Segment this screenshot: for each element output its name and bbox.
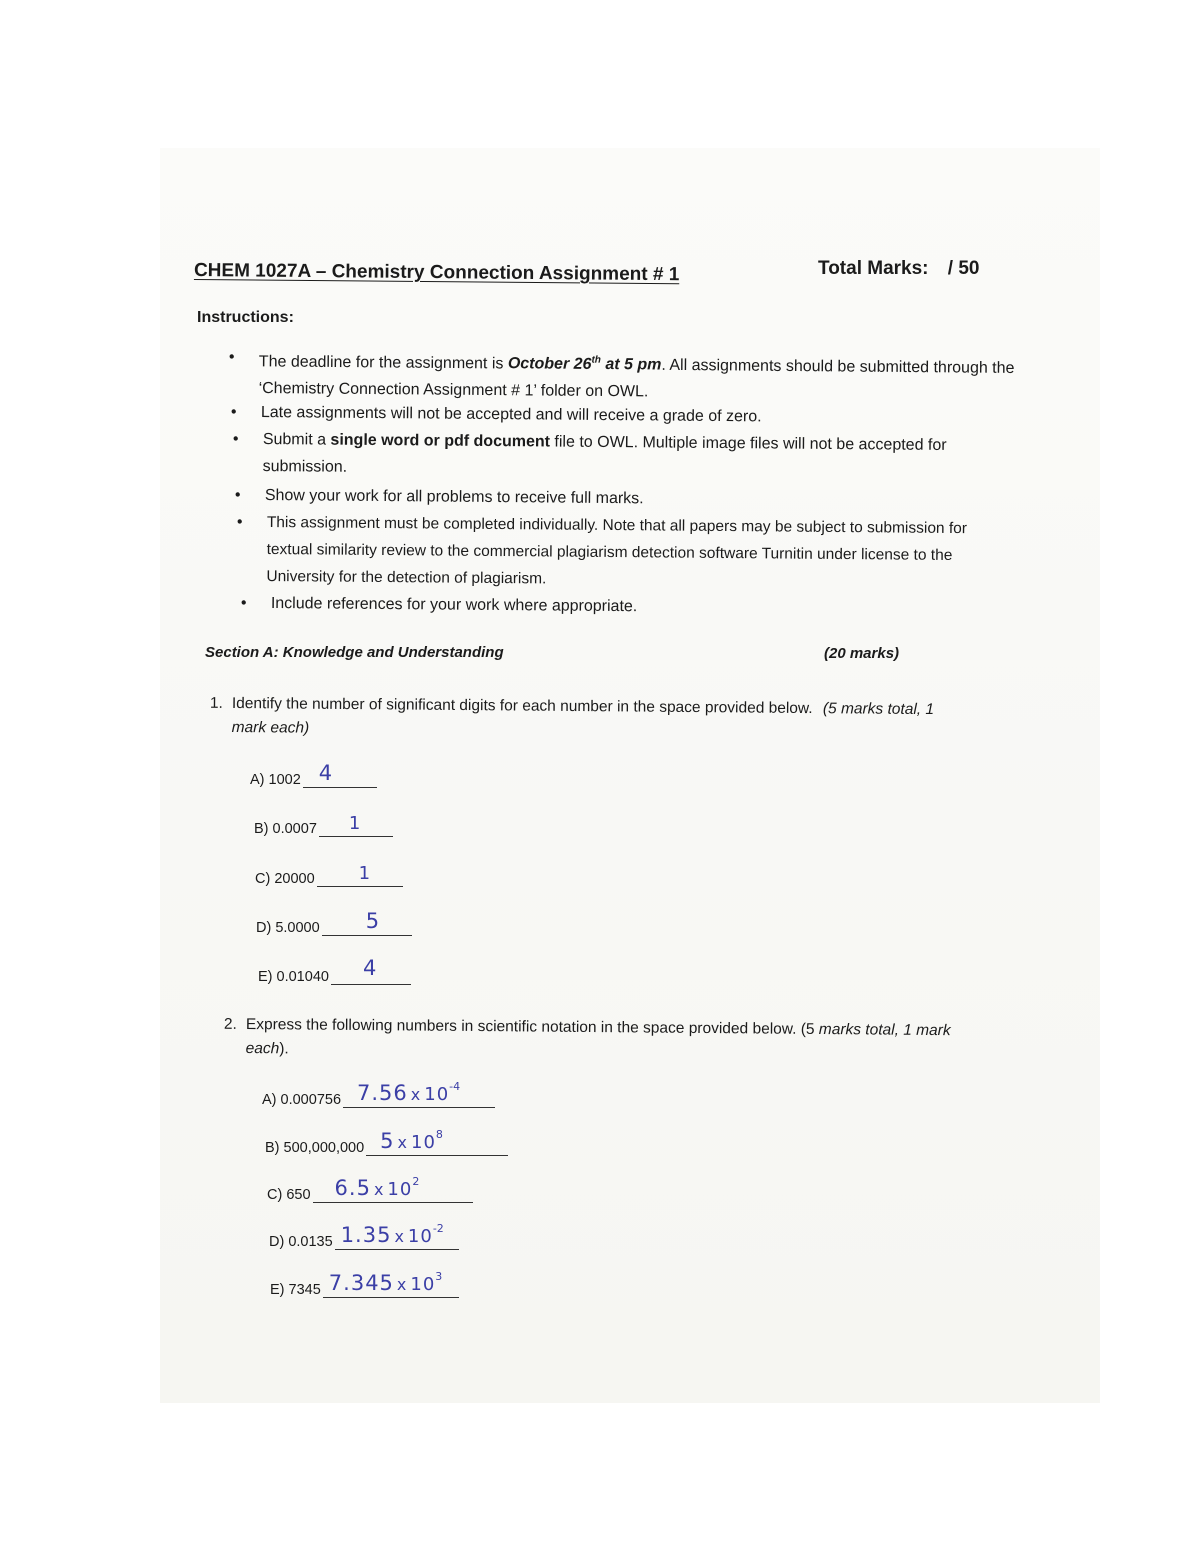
question-2-text: Express the following numbers in scientific notation in the space provided below. (5: [245, 1015, 819, 1038]
q2-item-c: C) 650 6.5 x $10^2$: [267, 1180, 473, 1203]
q2-answer-e: 7.345 x $10^3$: [328, 1270, 443, 1295]
instruction-item-submit: • Submit a single word or pdf document file to OWL. Multiple image files will not be accepted for submission.: [263, 426, 1023, 487]
q2-answer-blank-c[interactable]: [313, 1175, 473, 1203]
q2-answer-a: 7.56 x $10^{-4}$: [357, 1080, 461, 1105]
instruction-item-references: • Include references for your work where appropriate.: [271, 590, 1031, 624]
q1-answer-e: 4: [362, 956, 378, 980]
section-a-title: Section A: Knowledge and Understanding: [205, 644, 504, 661]
q2-item-d: D) 0.0135 1.35 x $10^{-2}$: [269, 1227, 459, 1250]
q2-answer-blank-e[interactable]: [323, 1270, 459, 1298]
instruction-item-late: • Late assignments will not be accepted and will receive a grade of zero.: [261, 399, 1021, 433]
q1-item-a: A) 1002 4: [250, 765, 377, 788]
q2-answer-d: 1.35 x $10^{-2}$: [340, 1222, 444, 1247]
question-1-marks: (5 marks total, 1 mark each): [231, 700, 935, 737]
q2-answer-c: 6.5 x $10^2$: [334, 1175, 420, 1200]
question-2: 2. Express the following numbers in scientific notation in the space provided below. (5 marks total, 1 mark each).: [246, 1013, 976, 1067]
assignment-title: CHEM 1027A – Chemistry Connection Assignment # 1: [193, 260, 680, 286]
q1-item-d: D) 5.0000 5: [256, 913, 412, 936]
q1-answer-d: 5: [365, 909, 381, 933]
q1-item-c: C) 20000 1: [255, 864, 403, 887]
q2-item-b: B) 500,000,000 5 x $10^8$: [265, 1133, 508, 1156]
total-marks: [818, 258, 980, 280]
instructions-heading: Instructions:: [197, 309, 294, 326]
q1-answer-blank-b[interactable]: [319, 814, 393, 837]
total-marks-label: Total Marks:: [818, 258, 929, 279]
q1-item-b: B) 0.0007 1: [254, 814, 393, 837]
q1-answer-b: 1: [348, 813, 362, 834]
instruction-item-individual: • This assignment must be completed individually. Note that all papers may be subject to submission for textual similarity review to the commercial plagiarism detection software Turnitin under license to the University for the detection of plagiarism.: [266, 509, 977, 596]
question-2-marks: marks total, 1 mark each: [245, 1020, 951, 1058]
q1-answer-blank-a[interactable]: [303, 761, 377, 788]
q2-item-a: A) 0.000756 7.56 x $10^{-4}$: [262, 1085, 495, 1108]
q2-answer-b: 5 x $10^8$: [380, 1128, 443, 1153]
q1-answer-a: 4: [318, 761, 334, 785]
q2-item-e: E) 7345 7.345 x $10^3$: [270, 1275, 459, 1298]
question-2-number: 2.: [223, 1015, 237, 1033]
instruction-item-show-work: • Show your work for all problems to receive full marks.: [265, 482, 1025, 516]
section-a-marks: (20 marks): [824, 645, 900, 662]
q1-item-e: E) 0.01040 4: [258, 962, 411, 985]
q1-answer-blank-e[interactable]: [331, 956, 411, 985]
question-1-text: Identify the number of significant digits for each number in the space provided below.: [231, 694, 813, 718]
question-1-number: 1.: [209, 694, 223, 712]
q1-answer-blank-c[interactable]: [317, 864, 403, 887]
q2-answer-blank-b[interactable]: [366, 1128, 508, 1156]
question-1: [209, 692, 972, 746]
q1-answer-c: 1: [358, 863, 372, 884]
instruction-item-deadline: • The deadline for the assignment is October 26th at 5 pm. All assignments should be submitted through the ‘Chemistry Connection Assignment # 1’ folder on OWL.: [258, 344, 1018, 409]
q2-answer-blank-d[interactable]: [335, 1222, 459, 1250]
total-marks-value: / 50: [947, 258, 980, 279]
q1-answer-blank-d[interactable]: [322, 909, 412, 936]
